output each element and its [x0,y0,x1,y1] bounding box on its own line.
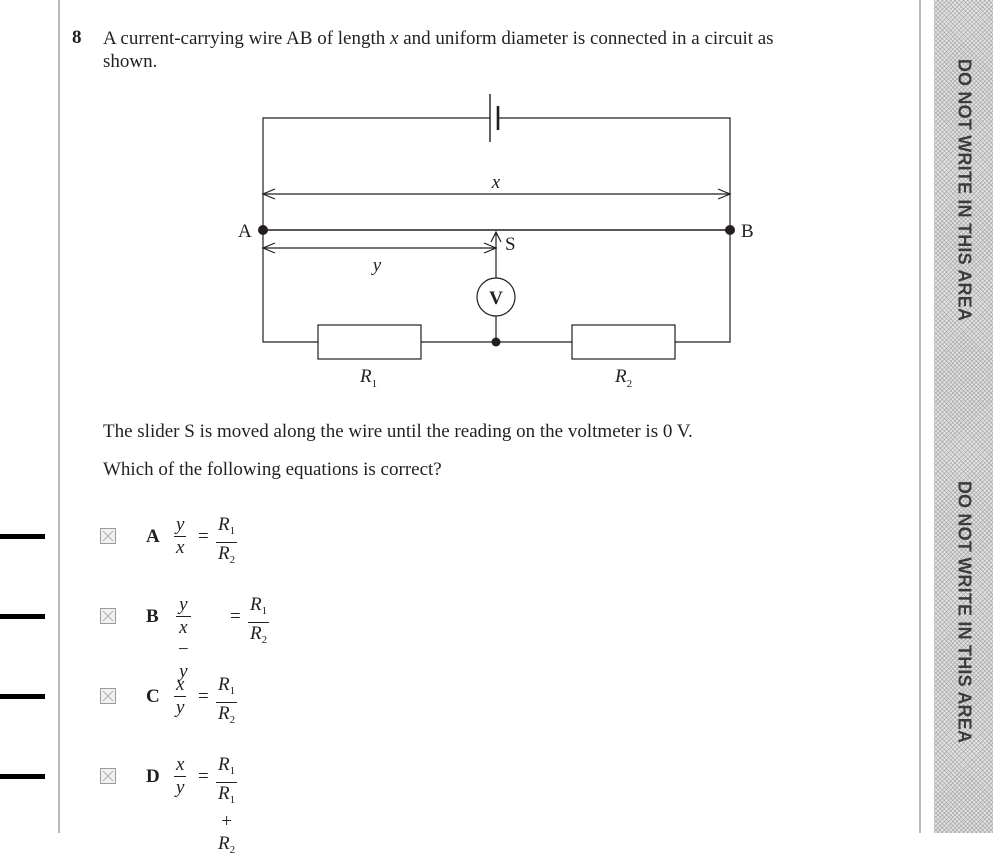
circuit-diagram [230,88,790,398]
resistor-r1 [318,325,421,359]
top-left-wire [263,118,490,230]
top-right-wire [498,118,730,230]
label-r1: $R_1$ [360,366,378,390]
question-prompt: Which of the following equations is correct? [103,459,442,480]
rhs-fraction: $\frac{R_1}{R_1 + R_2}$ [216,754,237,861]
junction-bottom [492,338,501,347]
label-y: y [372,255,382,276]
junction-a [258,225,268,235]
rhs-fraction: $\frac{R_1}{R_2}$ [216,674,237,731]
question-stem: A current-carrying wire AB of length x and uniform diameter is connected in a circuit as shown. [103,28,774,72]
do-not-write-notice-bottom: DO NOT WRITE IN THIS AREA [954,480,975,744]
do-not-write-notice-top: DO NOT WRITE IN THIS AREA [954,58,975,322]
cross-box-icon [101,769,115,783]
label-s: S [505,234,516,255]
lhs-fraction: $\frac{y}{x - y}$ [178,594,189,682]
option-letter: D [146,766,160,787]
answer-checkbox-b[interactable] [100,608,116,624]
equals-sign: = [198,686,209,707]
answer-checkbox-c[interactable] [100,688,116,704]
lhs-fraction: $\frac{y}{x}$ [176,514,185,558]
resistor-r2 [572,325,675,359]
lhs-fraction: $\frac{x}{y}$ [176,674,185,718]
cross-box-icon [101,609,115,623]
cross-box-icon [101,689,115,703]
cross-box-icon [101,529,115,543]
question-number: 8 [72,27,82,48]
margin-tick-mark [0,614,45,619]
option-letter: A [146,526,160,547]
label-x: x [491,172,501,193]
rhs-fraction: $\frac{R_1}{R_2}$ [248,594,269,651]
rhs-fraction: $\frac{R_1}{R_2}$ [216,514,237,571]
label-a: A [238,221,252,242]
option-letter: C [146,686,160,707]
equals-sign: = [230,606,241,627]
label-r2: $R_2$ [615,366,633,390]
label-b: B [741,221,754,242]
margin-tick-mark [0,534,45,539]
voltmeter-label: V [489,288,503,309]
junction-b [725,225,735,235]
margin-tick-mark [0,694,45,699]
answer-checkbox-a[interactable] [100,528,116,544]
margin-tick-mark [0,774,45,779]
slider-description: The slider S is moved along the wire until the reading on the voltmeter is 0 V. [103,421,693,442]
right-margin-rule [919,0,921,833]
lhs-fraction: $\frac{x}{y}$ [176,754,185,798]
answer-checkbox-d[interactable] [100,768,116,784]
equals-sign: = [198,526,209,547]
left-margin-rule [58,0,60,833]
equals-sign: = [198,766,209,787]
option-letter: B [146,606,159,627]
